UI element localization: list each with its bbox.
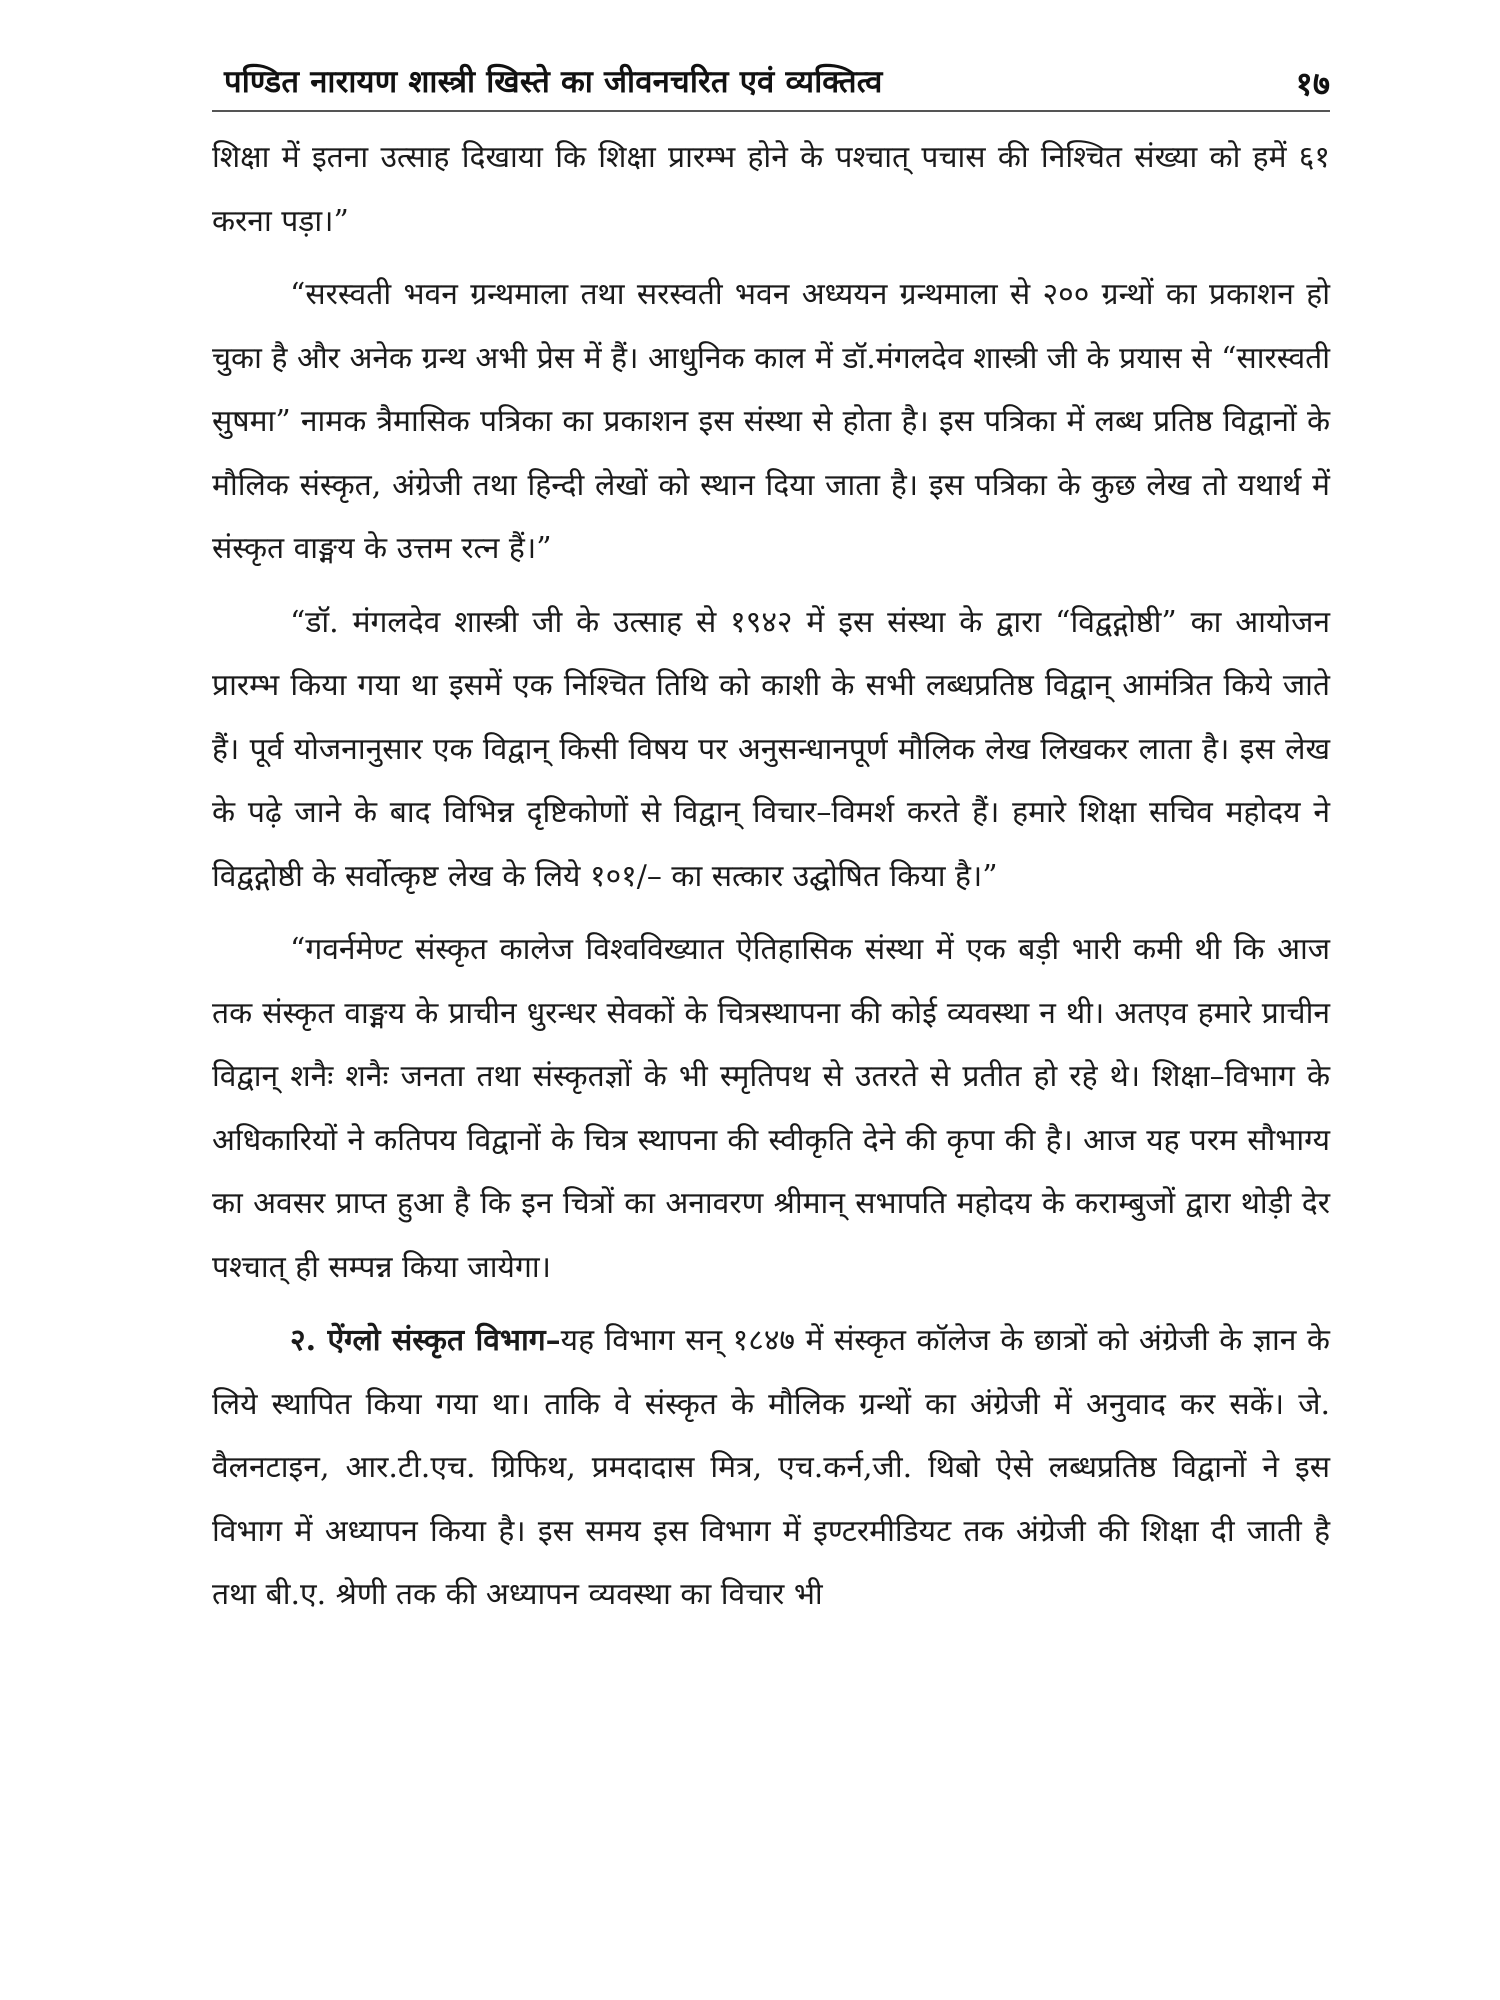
page-number: १७ (1295, 64, 1330, 103)
section-heading: २. ऐंग्लो संस्कृत विभाग– (290, 1323, 561, 1358)
section-text: यह विभाग सन् १८४७ में संस्कृत कॉलेज के छात्रों को अंग्रेजी के ज्ञान के लिये स्थापित किया गया था। ताकि वे संस्कृत के मौलिक ग्रन्थों का अंग्रेजी में अनुवाद कर सकें। जे. वैलनटाइन, आर.टी.एच. ग्रिफिथ, प्रमदादास मित्र, एच.कर्न,जी. थिबो ऐसे लब्धप्रतिष्ठ विद्वानों ने इस विभाग में अध्यापन किया है। इस समय इस विभाग में इण्टरमीडियट तक अंग्रेजी की शिक्षा दी जाती है तथा बी.ए. श्रेणी तक की अध्यापन व्यवस्था का विचार भी (212, 1323, 1330, 1612)
section-anglo-sanskrit (212, 1309, 1330, 1627)
paragraph-quote-saraswati-bhavan: “सरस्वती भवन ग्रन्थमाला तथा सरस्वती भवन अध्ययन ग्रन्थमाला से २०० ग्रन्थों का प्रकाशन हो चुका है और अनेक ग्रन्थ अभी प्रेस में हैं। आधुनिक काल में डॉ.मंगलदेव शास्त्री जी के प्रयास से “सारस्वती सुषमा” नामक त्रैमासिक पत्रिका का प्रकाशन इस संस्था से होता है। इस पत्रिका में लब्ध प्रतिष्ठ विद्वानों के मौलिक संस्कृत, अंग्रेजी तथा हिन्दी लेखों को स्थान दिया जाता है। इस पत्रिका के कुछ लेख तो यथार्थ में संस्कृत वाङ्मय के उत्तम रत्न हैं।” (212, 277, 1330, 566)
paragraph-quote-vidvadgoshthi: “डॉ. मंगलदेव शास्त्री जी के उत्साह से १९४२ में इस संस्था के द्वारा “विद्वद्गोष्ठी” का आयोजन प्रारम्भ किया गया था इसमें एक निश्चित तिथि को काशी के सभी लब्धप्रतिष्ठ विद्वान् आमंत्रित किये जाते हैं। पूर्व योजनानुसार एक विद्वान् किसी विषय पर अनुसन्धानपूर्ण मौलिक लेख लिखकर लाता है। इस लेख के पढ़े जाने के बाद विभिन्न दृष्टिकोणों से विद्वान् विचार–विमर्श करते हैं। हमारे शिक्षा सचिव महोदय ने विद्वद्गोष्ठी के सर्वोत्कृष्ट लेख के लिये १०१/– का सत्कार उद्घोषित किया है।” (212, 604, 1330, 894)
body-text (212, 126, 1330, 1627)
paragraph-quote-portraits: “गवर्नमेण्ट संस्कृत कालेज विश्वविख्यात ऐतिहासिक संस्था में एक बड़ी भारी कमी थी कि आज तक संस्कृत वाङ्मय के प्राचीन धुरन्धर सेवकों के चित्रस्थापना की कोई व्यवस्था न थी। अतएव हमारे प्राचीन विद्वान् शनैः शनैः जनता तथा संस्कृतज्ञों के भी स्मृतिपथ से उतरते से प्रतीत हो रहे थे। शिक्षा–विभाग के अधिकारियों ने कतिपय विद्वानों के चित्र स्थापना की स्वीकृति देने की कृपा की है। आज यह परम सौभाग्य का अवसर प्राप्त हुआ है कि इन चित्रों का अनावरण श्रीमान् सभापति महोदय के कराम्बुजों द्वारा थोड़ी देर पश्चात् ही सम्पन्न किया जायेगा। (212, 932, 1330, 1285)
running-title: पण्डित नारायण शास्त्री खिस्ते का जीवनचरित एवं व्यक्तित्व (224, 64, 883, 100)
paragraph-continuation: शिक्षा में इतना उत्साह दिखाया कि शिक्षा प्रारम्भ होने के पश्चात् पचास की निश्चित संख्या को हमें ६१ करना पड़ा।” (212, 140, 1330, 239)
running-header (212, 48, 1330, 112)
